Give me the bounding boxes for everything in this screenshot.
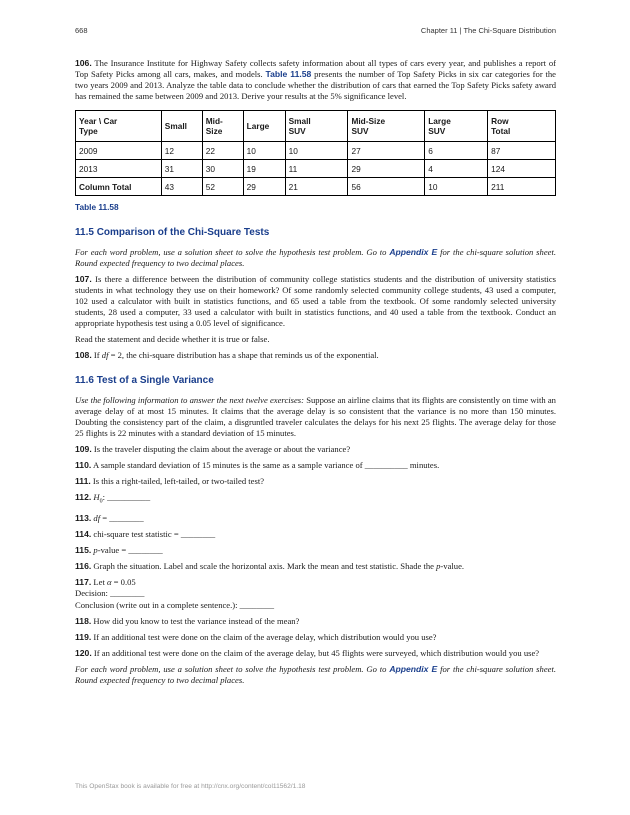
column-header: Small SUV (285, 111, 348, 142)
table-cell: 19 (243, 160, 285, 178)
table-row (76, 178, 556, 196)
exercise-114: 114. chi-square test statistic = ________ (75, 529, 216, 540)
table-row (76, 142, 556, 160)
exercise-119: 119. If an additional test were done on the claim of the average delay, which distribution would you use? (75, 631, 437, 642)
table-caption: Table 11.58 (75, 202, 119, 213)
table-cell: 22 (202, 142, 243, 160)
table-cell: 29 (243, 178, 285, 196)
table-cell: 31 (161, 160, 202, 178)
table-cell: 4 (425, 160, 488, 178)
column-header: Row Total (488, 111, 556, 142)
table-cell: 87 (488, 142, 556, 160)
column-header: Year \ Car Type (76, 111, 162, 142)
table-cell: 6 (425, 142, 488, 160)
exercise-number: 106. (75, 58, 92, 68)
chapter-title: Chapter 11 | The Chi-Square Distribution (420, 26, 556, 35)
table-cell: 43 (161, 178, 202, 196)
exercise-108: 108. If df = 2, the chi-square distribution has a shape that reminds us of the exponential. (75, 350, 379, 361)
exercise-113: 113. df = ________ (75, 512, 144, 523)
table-header-row (76, 111, 556, 142)
instructions: For each word problem, use a solution sheet to solve the hypothesis test problem. Go to Appendix E for the chi-square solution sheet. Round expected frequency to two decimal places. (75, 663, 556, 685)
table-link[interactable]: Table 11.58 (265, 69, 312, 80)
exercise-text: presents the number of Top Safety Picks in six car categories for the two years 2009 and 2013. Analyze the table data to conclude whether the distribution of cars that earned the Top Safety Picks safety award has remained the same between 2009 and 2013. Derive your results at the 5% significance level. (75, 69, 556, 102)
table-row (76, 160, 556, 178)
appendix-link[interactable]: Appendix E (389, 246, 438, 257)
exercise-109: 109. Is the traveler disputing the claim about the average or about the variance? (75, 443, 351, 454)
instructions: For each word problem, use a solution sheet to solve the hypothesis test problem. Go to Appendix E for the chi-square solution sheet. Round expected frequency to two decimal places. (75, 246, 556, 268)
exercise-text: Is there a difference between the distribution of community college statistics students and the distribution of university statistics students in what technology they use on their homework? Of some randomly selected community college students, 43 used a computer, 102 used a calculator with built in statistics functions, and 65 used a table from the textbook. Of some randomly selected university students, 28 used a computer, 33 used a calculator with built in statistics functions, and 40 used a table from the textbook. Conduct an appropriate hypothesis test using a 0.05 level of significance. (75, 273, 556, 329)
table-cell: 27 (348, 142, 425, 160)
page-header (75, 26, 556, 38)
table-cell: 52 (202, 178, 243, 196)
table-cell: 29 (348, 160, 425, 178)
table-cell: 21 (285, 178, 348, 196)
column-header: Large (243, 111, 285, 142)
column-header: Small (161, 111, 202, 142)
table-cell: 2013 (76, 160, 162, 178)
page-number: 668 (75, 26, 88, 35)
table-cell: 10 (425, 178, 488, 196)
exercise-110: 110. A sample standard deviation of 15 minutes is the same as a sample variance of __________ minutes. (75, 459, 440, 470)
column-header: Mid-Size SUV (348, 111, 425, 142)
instruction-text: Read the statement and decide whether it is true or false. (75, 334, 270, 345)
exercise-111: 111. Is this a right-tailed, left-tailed, or two-tailed test? (75, 476, 265, 487)
table-cell: 10 (285, 142, 348, 160)
table-cell: 12 (161, 142, 202, 160)
section-heading: 11.5 Comparison of the Chi-Square Tests (75, 227, 270, 239)
data-table (75, 110, 556, 196)
exercise-107 (75, 274, 556, 329)
table-cell: 10 (243, 142, 285, 160)
exercise-112: 112. $H_0$: __________ (75, 492, 151, 505)
exercise-106 (75, 58, 556, 102)
table-cell: 11 (285, 160, 348, 178)
table-cell: 124 (488, 160, 556, 178)
exercise-116: 116. Graph the situation. Label and scale the horizontal axis. Mark the mean and test statistic. Shade the p-value. (75, 561, 465, 572)
page-footer: This OpenStax book is available for free at http://cnx.org/content/col11562/1.18 (75, 783, 306, 790)
table-cell: 56 (348, 178, 425, 196)
exercise-number: 107. (75, 273, 92, 284)
exercise-118: 118. How did you know to test the variance instead of the mean? (75, 615, 300, 626)
exercise-120: 120. If an additional test were done on the claim of the average delay, but 45 flights were surveyed, which distribution would you use? (75, 647, 540, 658)
table-cell: 30 (202, 160, 243, 178)
table-cell: 211 (488, 178, 556, 196)
exercise-text: The Insurance Institute for Highway Safety collects safety information about all types of cars every year, and publishes a report of Top Safety Picks among all cars, makes, and models. (75, 58, 556, 80)
exercise-intro: Use the following information to answer the next twelve exercises: Suppose an airline claims that its flights are consistently on time with an average delay of at most 15 minutes. It claims that the average delay is so consistent that the variance is no more than 150 minutes. Doubting the consistency part of the claim, a disgruntled traveler calculates the delays for his next 25 flights. The average delay for those 25 flights is 22 minutes with a standard deviation of 15 minutes. (75, 394, 556, 438)
column-header: Large SUV (425, 111, 488, 142)
exercise-117: 117. Let α = 0.05 Decision: ________ Conclusion (write out in a complete sentence.): ________ (75, 577, 275, 610)
section-heading: 11.6 Test of a Single Variance (75, 375, 214, 387)
table-cell: Column Total (76, 178, 162, 196)
appendix-link[interactable]: Appendix E (389, 663, 438, 674)
column-header: Mid- Size (202, 111, 243, 142)
exercise-115: 115. p-value = ________ (75, 545, 163, 556)
table-cell: 2009 (76, 142, 162, 160)
page-content (75, 58, 556, 691)
